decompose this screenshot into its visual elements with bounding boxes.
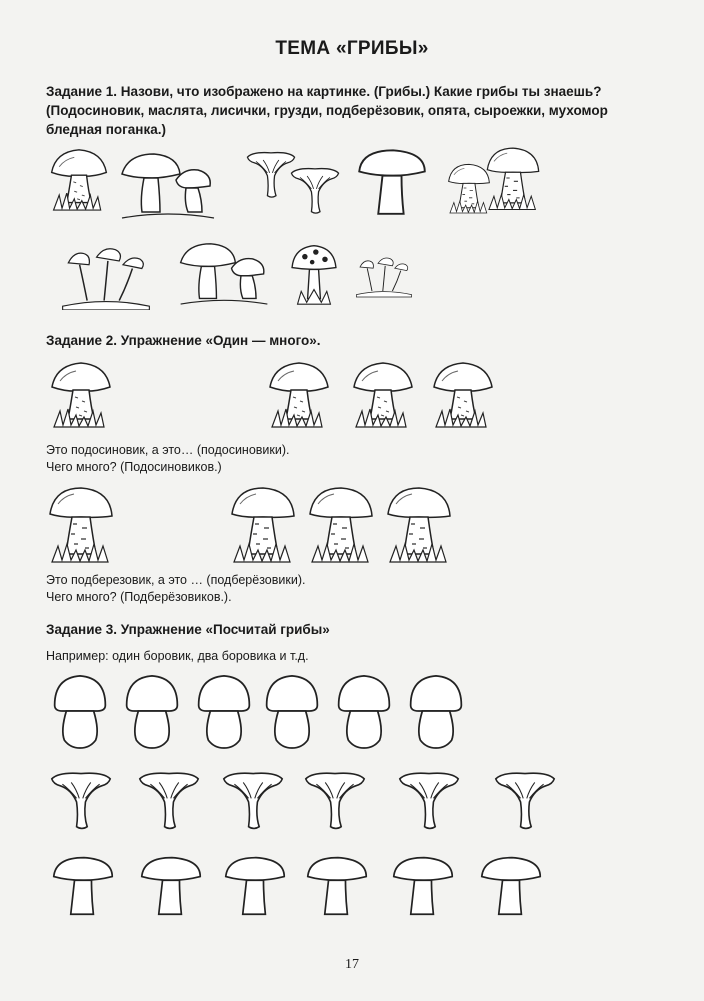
count-russula-2 (138, 852, 204, 918)
count-boletus-2 (122, 672, 182, 750)
count-chanterelle-2 (138, 770, 200, 832)
count-russula-3 (222, 852, 288, 918)
task1-text: Задание 1. Назови, что изображено на картинке. (Грибы.) Какие грибы ты знаешь? (Подосиновик, маслята, лисички, грузди, подберёзовик, опята, сыроежки, мухомор бледная поганка.) (46, 84, 608, 137)
task2-question-birch: Чего много? (Подберёзовиков.). (46, 590, 232, 604)
task2-question-aspen: Чего много? (Подосиновиков.) (46, 460, 222, 474)
mushroom-aspen-picture (46, 140, 112, 218)
count-chanterelle-4 (304, 770, 366, 832)
mushroom-aspen-many-2 (348, 356, 418, 432)
mushroom-pale-toadstool-picture (354, 246, 414, 306)
mushroom-aspen-many-1 (264, 356, 334, 432)
mushroom-pair-picture (118, 150, 218, 220)
mushroom-aspen-single (46, 356, 116, 432)
count-chanterelle-1 (50, 770, 112, 832)
count-russula-5 (390, 852, 456, 918)
count-chanterelle-5 (398, 770, 460, 832)
mushroom-milk-cap-picture (352, 144, 432, 218)
count-chanterelle-6 (494, 770, 556, 832)
mushroom-aspen-many-3 (428, 356, 498, 432)
task2-line-birch: Это подберезовик, а это … (подберёзовики). (46, 573, 306, 587)
task2-heading: Задание 2. Упражнение «Один — много». (46, 333, 321, 348)
count-boletus-3 (194, 672, 254, 750)
count-chanterelle-3 (222, 770, 284, 832)
count-russula-1 (50, 852, 116, 918)
mushroom-honey-fungus-picture (54, 244, 158, 310)
count-boletus-5 (334, 672, 394, 750)
count-boletus-1 (50, 672, 110, 750)
mushroom-amanita-picture (286, 242, 342, 306)
count-boletus-6 (406, 672, 466, 750)
count-russula-4 (304, 852, 370, 918)
page-number: 17 (345, 957, 359, 972)
task2-line-aspen: Это подосиновик, а это… (подосиновики). (46, 443, 290, 457)
count-boletus-4 (262, 672, 322, 750)
task3-example: Например: один боровик, два боровика и т.д. (46, 649, 309, 663)
mushroom-birch-many-2 (306, 484, 376, 564)
mushroom-birch-many-1 (228, 484, 298, 564)
page-title: ТЕМА «ГРИБЫ» (275, 38, 429, 59)
mushroom-birch-many-3 (384, 484, 454, 564)
count-russula-6 (478, 852, 544, 918)
mushroom-birch-single (46, 484, 116, 564)
mushroom-chanterelle-group-picture (246, 150, 346, 216)
mushroom-butter-picture (176, 240, 272, 306)
task3-heading: Задание 3. Упражнение «Посчитай грибы» (46, 622, 330, 637)
mushroom-birch-pair-picture (446, 138, 542, 218)
